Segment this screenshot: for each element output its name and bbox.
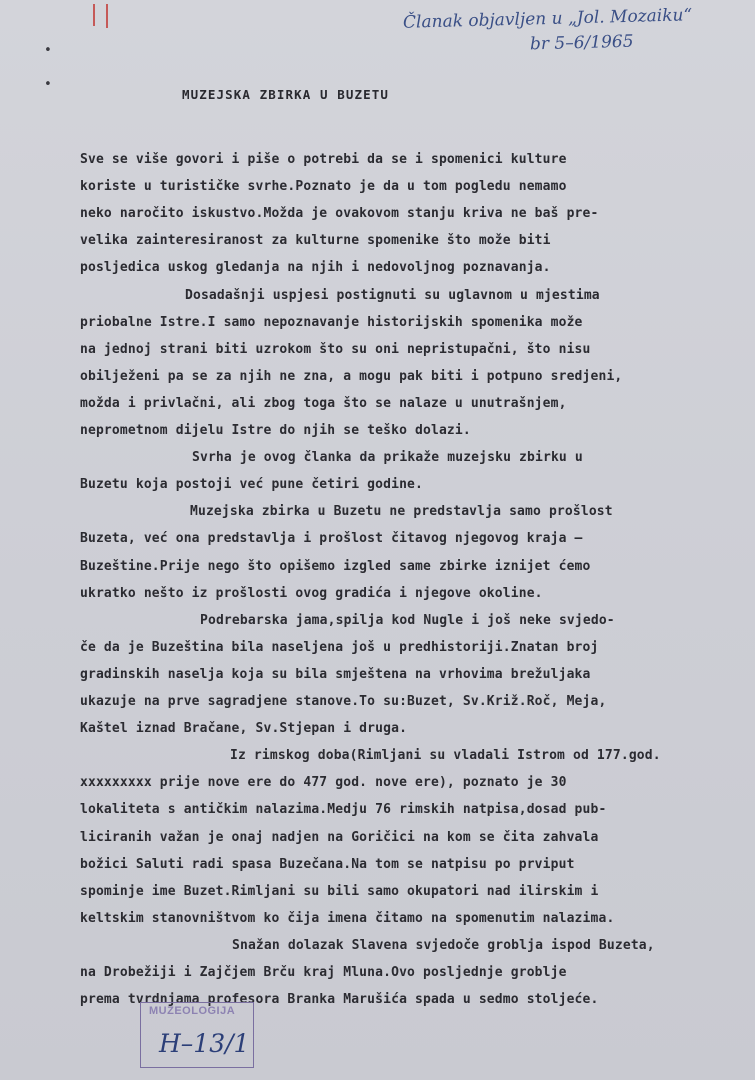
text-line: posljedica uskog gledanja na njih i nedovoljnog poznavanja. bbox=[80, 260, 551, 275]
text-line: Buzeštine.Prije nego što opišemo izgled same zbirke iznijet ćemo bbox=[80, 559, 591, 574]
red-margin-mark bbox=[106, 4, 108, 28]
text-line: lokaliteta s antičkim nalazima.Medju 76 rimskih natpisa,dosad pub- bbox=[80, 802, 607, 817]
text-line: neko naročito iskustvo.Možda je ovakovom stanju kriva ne baš pre- bbox=[80, 206, 599, 221]
text-line: liciranih važan je onaj nadjen na Goričici na kom se čita zahvala bbox=[80, 830, 599, 845]
text-line: Buzeta, već ona predstavlja i prošlost čitavog njegovog kraja – bbox=[80, 531, 583, 546]
text-line: na Drobežiji i Zajčjem Brču kraj Mluna.Ovo posljednje groblje bbox=[80, 965, 567, 980]
text-line: velika zainteresiranost za kulturne spomenike što može biti bbox=[80, 233, 551, 248]
stamp-label: MUZEOLOGIJA bbox=[149, 1005, 236, 1017]
text-line: na jednoj strani biti uzrokom što su oni nepristupačni, što nisu bbox=[80, 342, 591, 357]
text-line: možda i privlačni, ali zbog toga što se nalaze u unutrašnjem, bbox=[80, 396, 567, 411]
text-line: Dosadašnji uspjesi postignuti su uglavnom u mjestima bbox=[185, 288, 600, 303]
text-line: Podrebarska jama,spilja kod Nugle i još neke svjedo- bbox=[200, 613, 615, 628]
text-line: koriste u turističke svrhe.Poznato je da u tom pogledu nemamo bbox=[80, 179, 567, 194]
punch-hole-mark: • bbox=[44, 77, 52, 92]
text-line: če da je Buzeština bila naseljena još u predhistoriji.Znatan broj bbox=[80, 640, 599, 655]
handwritten-note-line-2: br 5–6/1965 bbox=[529, 31, 634, 55]
page-title: MUZEJSKA ZBIRKA U BUZETU bbox=[182, 87, 390, 102]
text-line: Iz rimskog doba(Rimljani su vladali Istrom od 177.god. bbox=[230, 748, 661, 763]
text-line: Kaštel iznad Bračane, Sv.Stjepan i druga. bbox=[80, 721, 408, 736]
text-line: Muzejska zbirka u Buzetu ne predstavlja samo prošlost bbox=[190, 504, 613, 519]
text-line: priobalne Istre.I samo nepoznavanje historijskih spomenika može bbox=[80, 315, 583, 330]
text-line: keltskim stanovništvom ko čija imena čitamo na spomenutim nalazima. bbox=[80, 911, 615, 926]
text-line: Buzetu koja postoji već pune četiri godine. bbox=[80, 477, 423, 492]
text-line: gradinskih naselja koja su bila smještena na vrhovima brežuljaka bbox=[80, 667, 591, 682]
text-line: obilježeni pa se za njih ne zna, a mogu pak biti i potpuno sredjeni, bbox=[80, 369, 623, 384]
stamp-number: H–13/1 bbox=[159, 1029, 250, 1058]
text-line: ukratko nešto iz prošlosti ovog gradića i njegove okoline. bbox=[80, 586, 543, 601]
text-line: spominje ime Buzet.Rimljani su bili samo okupatori nad ilirskim i bbox=[80, 884, 599, 899]
archive-stamp bbox=[140, 1002, 254, 1068]
text-line: Sve se više govori i piše o potrebi da se i spomenici kulture bbox=[80, 152, 567, 167]
text-line: prema tvrdnjama profesora Branka Marušića spada u sedmo stoljeće. bbox=[80, 992, 599, 1007]
punch-hole-mark: • bbox=[44, 43, 52, 58]
text-line: Svrha je ovog članka da prikaže muzejsku zbirku u bbox=[192, 450, 583, 465]
text-line: Snažan dolazak Slavena svjedoče groblja ispod Buzeta, bbox=[232, 938, 655, 953]
red-margin-mark bbox=[93, 4, 95, 26]
handwritten-note-line-1: Članak objavljen u „Jol. Mozaiku“ bbox=[402, 5, 693, 33]
text-line: xxxxxxxxx prije nove ere do 477 god. nove ere), poznato je 30 bbox=[80, 775, 567, 790]
text-line: ukazuje na prve sagradjene stanove.To su:Buzet, Sv.Križ.Roč, Meja, bbox=[80, 694, 607, 709]
text-line: božici Saluti radi spasa Buzečana.Na tom se natpisu po prviput bbox=[80, 857, 575, 872]
text-line: neprometnom dijelu Istre do njih se teško dolazi. bbox=[80, 423, 471, 438]
